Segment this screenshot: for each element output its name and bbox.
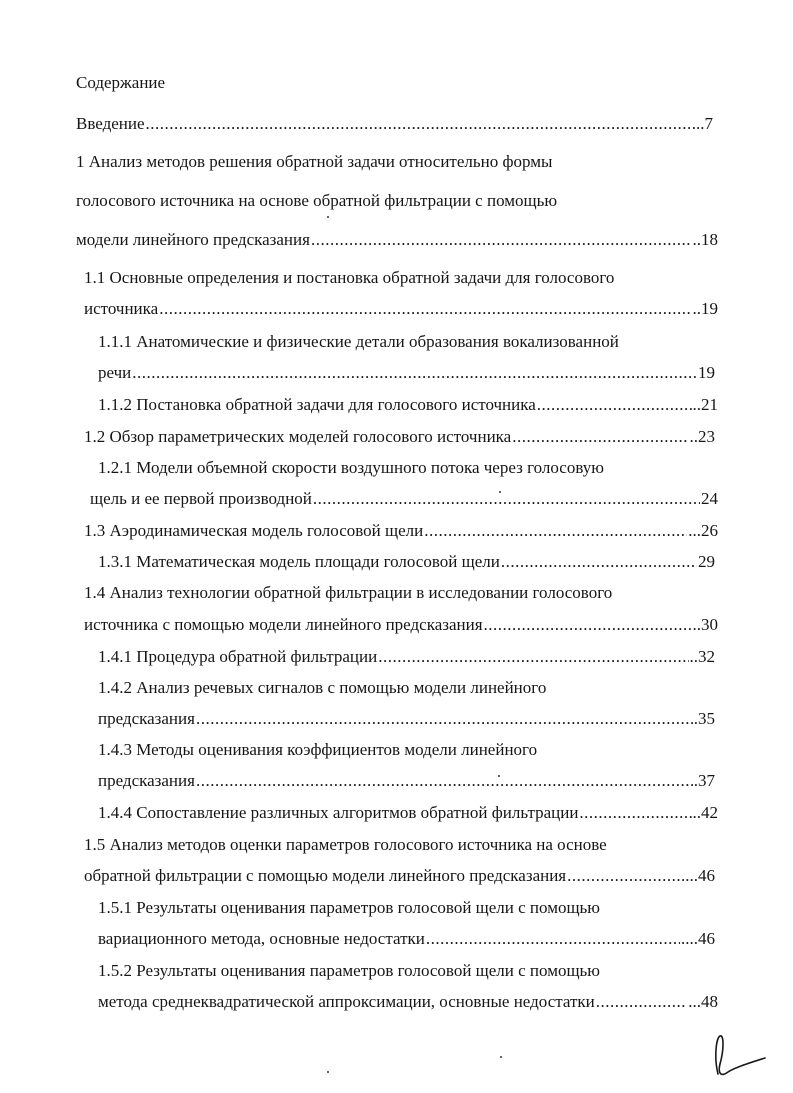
toc-page-number: ....46 <box>681 929 715 948</box>
toc-entry-s1-4 <box>84 613 718 637</box>
toc-entry-s1-2-1-line1: 1.2.1 Модели объемной скорости воздушного потока через голосовую <box>98 458 604 477</box>
dot-leader <box>311 228 692 252</box>
toc-page-number: ..7 <box>696 114 713 133</box>
toc-entry-s1-2 <box>84 425 715 449</box>
toc-entry-text: обратной фильтрации с помощью модели линейного предсказания <box>84 866 567 885</box>
toc-page-number: 19 <box>698 363 715 382</box>
toc-entry-s1-2-1 <box>90 487 718 511</box>
toc-entry-s1 <box>76 228 718 252</box>
scan-speck <box>499 491 501 493</box>
dot-leader <box>378 645 688 669</box>
toc-entry-s1-4-3 <box>98 769 715 793</box>
toc-page-number: ...26 <box>688 521 718 540</box>
toc-entry-s1-1-1-line1: 1.1.1 Анатомические и физические детали образования вокализованной <box>98 332 619 351</box>
scan-speck <box>498 775 500 777</box>
dot-leader <box>484 613 696 637</box>
toc-entry-text: 1.3 Аэродинамическая модель голосовой щели <box>84 521 424 540</box>
toc-entry-s1-1-2 <box>98 393 718 417</box>
toc-entry-s1-3-1 <box>98 550 715 574</box>
toc-page-number: ..32 <box>689 647 715 666</box>
dot-leader <box>132 361 697 385</box>
toc-entry-text: источника с помощью модели линейного предсказания <box>84 615 483 634</box>
dot-leader <box>537 393 692 417</box>
toc-page-number: ..42 <box>692 803 718 822</box>
toc-page-number: ..18 <box>692 230 718 249</box>
dot-leader <box>567 864 680 888</box>
toc-page-number: 29 <box>698 552 715 571</box>
toc-entry-s1-line1: 1 Анализ методов решения обратной задачи относительно формы <box>76 152 553 171</box>
toc-entry-s1-1 <box>84 297 718 321</box>
toc-page-number: ..21 <box>692 395 718 414</box>
dot-leader <box>596 990 687 1014</box>
toc-entry-s1-4-2-line1: 1.4.2 Анализ речевых сигналов с помощью модели линейного <box>98 678 547 697</box>
toc-entry-s1-4-4 <box>98 801 718 825</box>
toc-entry-text: 1.4.4 Сопоставление различных алгоритмов обратной фильтрации <box>98 803 579 822</box>
scan-speck <box>327 1071 329 1073</box>
toc-entry-s1-4-3-line1: 1.4.3 Методы оценивания коэффициентов модели линейного <box>98 740 538 759</box>
toc-entry-text: щель и ее первой производной <box>90 489 312 508</box>
handwritten-signature <box>710 1028 770 1083</box>
toc-entry-s1-4-line1: 1.4 Анализ технологии обратной фильтрации в исследовании голосового <box>84 583 613 602</box>
toc-entry-s1-5-1 <box>98 927 715 951</box>
dot-leader <box>426 927 680 951</box>
toc-entry-text: 1.2 Обзор параметрических моделей голосового источника <box>84 427 512 446</box>
toc-entry-text: модели линейного предсказания <box>76 230 310 249</box>
dot-leader <box>196 769 693 793</box>
toc-page-number: ....46 <box>681 866 715 885</box>
dot-leader <box>196 707 693 731</box>
toc-entry-text: метода среднеквадратической аппроксимации, основные недостатки <box>98 992 595 1011</box>
toc-entry-text: Введение <box>76 114 145 133</box>
toc-page-number: .35 <box>693 709 715 728</box>
toc-page-number: 24 <box>701 489 718 508</box>
toc-entry-s1-3 <box>84 519 718 543</box>
dot-leader <box>159 297 691 321</box>
dot-leader <box>313 487 700 511</box>
toc-entry-text: предсказания <box>98 771 195 790</box>
scan-speck <box>500 1056 502 1058</box>
dot-leader <box>579 801 691 825</box>
toc-entry-text: вариационного метода, основные недостатки <box>98 929 425 948</box>
toc-entry-text: 1.4.1 Процедура обратной фильтрации <box>98 647 378 666</box>
dot-leader <box>512 425 688 449</box>
toc-page-number: ..19 <box>692 299 718 318</box>
toc-page-number: .37 <box>693 771 715 790</box>
toc-entry-s1-4-1 <box>98 645 715 669</box>
toc-page-number: ...48 <box>688 992 718 1011</box>
toc-entry-text: источника <box>84 299 159 318</box>
toc-entry-text: речи <box>98 363 132 382</box>
toc-entry-s1-5 <box>84 864 715 888</box>
toc-entry-s1-line2: голосового источника на основе обратной фильтрации с помощью <box>76 191 558 210</box>
toc-entry-s1-5-2-line1: 1.5.2 Результаты оценивания параметров голосовой щели с помощью <box>98 961 601 980</box>
toc-entry-intro <box>76 112 713 136</box>
toc-entry-text: 1.3.1 Математическая модель площади голосовой щели <box>98 552 500 571</box>
toc-heading: Содержание <box>76 73 166 92</box>
toc-entry-text: предсказания <box>98 709 195 728</box>
scan-speck <box>327 216 329 218</box>
toc-entry-text: 1.1.2 Постановка обратной задачи для голосового источника <box>98 395 536 414</box>
dot-leader <box>424 519 687 543</box>
dot-leader <box>501 550 697 574</box>
toc-page-number: ..23 <box>689 427 715 446</box>
toc-entry-s1-5-2 <box>98 990 718 1014</box>
toc-entry-s1-5-1-line1: 1.5.1 Результаты оценивания параметров голосовой щели с помощью <box>98 898 601 917</box>
toc-entry-s1-1-1 <box>98 361 715 385</box>
toc-entry-s1-5-line1: 1.5 Анализ методов оценки параметров голосового источника на основе <box>84 835 607 854</box>
dot-leader <box>146 112 695 136</box>
toc-entry-s1-4-2 <box>98 707 715 731</box>
toc-page-number: .30 <box>696 615 718 634</box>
toc-entry-s1-1-line1: 1.1 Основные определения и постановка обратной задачи для голосового <box>84 268 615 287</box>
